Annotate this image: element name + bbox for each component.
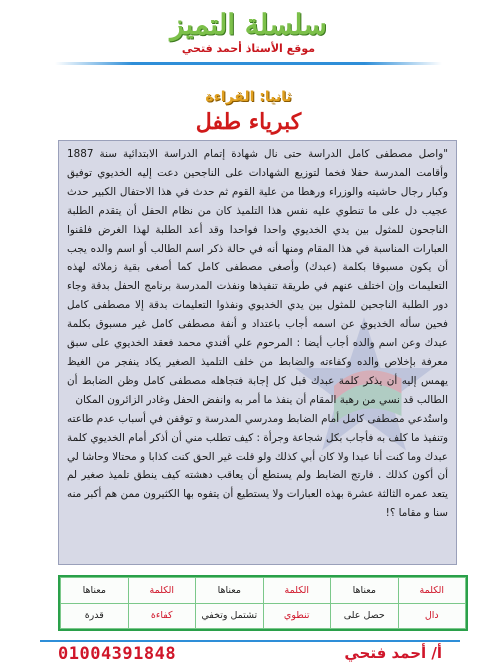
vocab-header-word-3: الكلمة [128, 578, 196, 604]
header-divider [55, 62, 442, 65]
vocab-meaning-2: تشتمل وتخفي [196, 603, 264, 629]
vocab-header-meaning-1: معناها [331, 578, 399, 604]
vocab-word-2: تنطوي [263, 603, 331, 629]
series-title: سلسلة التميز [170, 8, 327, 41]
vocab-word-1: دال [398, 603, 466, 629]
vocab-header-row [61, 578, 466, 604]
vocab-header-word-2: الكلمة [263, 578, 331, 604]
section-label: ثانيا: القراءة [205, 89, 292, 105]
vocab-meaning-3: قدرة [61, 603, 129, 629]
site-line: موقع الأستاذ أحمد فتحي [181, 42, 316, 55]
passage-paragraph-1: "واصل مصطفى كامل الدراسة حتى نال شهادة إتمام الدراسة الابتدائية سنة 1887 وأقامت المدرسة حفلا فخما لتوزيع الشهادات على الناجحين دعت إليه الخديوي توفيق وكبار رجال حاشيته والوزراء ورهطا من علية القوم ثم حدث في هذا الاحتفال الكبير حدث عجيب دل على ما تنطوي عليه نفس هذا التلميذ كان من نظام الحفل أن يتقدم الطلبة الناجحون للمثول بين يدي الخديوي واحدا فواحدا وقد أعد الطلبة لهذا الغرض فلقنوا العبارات المناسبة في هذا المقام ومنها أنه في حالة ذكر اسم الطالب أو اسم والده يجب أن يكون مسبوقا بكلمة (عبدك) وأصغى مصطفى كامل كما أصغى بقية زملائه لهذه التعليمات وإن اختلف عنهم في طريقة تنفيذها ونفذت المدرسة برنامج الحفل بدقة وجاء دور الطلبة الناجحين للمثول بين يدي الخديوي ونفذوا التعليمات بدقة إلا مصطفى كامل فحين سأله الخديوي عن اسمه أجاب باعتداد و أنفة مصطفى كامل غير مسبوق بكلمة عبدك وعن اسم والده أجاب أيضا : المرحوم علي أفندي محمد فعقد الخديوي على سبق معرفة بإخلاص والده وكفاءته والضابط من خلف التلميذ الصغير يكاد ينفجر من الغيظ يهمس إليه أن يذكر كلمة عبدك قبل كل إجابة فتجاهله مصطفى كامل وظن الضابط أن الطالب قد نسي من رهبة المقام أن ينفذ ما أمر به وانفض الحفل وغادر الزائرون المكان [67, 148, 448, 406]
vocab-values-row [61, 603, 466, 629]
vocab-meaning-1: حصل على [331, 603, 399, 629]
vocab-header-word-1: الكلمة [398, 578, 466, 604]
vocab-header-meaning-2: معناها [196, 578, 264, 604]
vocabulary-table [58, 575, 468, 631]
vocab-word-3: كفاءة [128, 603, 196, 629]
footer-author: أ/ أحمد فتحي [344, 644, 442, 662]
lesson-title: كبرياء طفل [195, 109, 302, 135]
passage-text [67, 145, 448, 523]
reading-passage-box [58, 140, 457, 565]
footer-phone: 01004391848 [58, 644, 177, 664]
vocab-header-meaning-3: معناها [61, 578, 129, 604]
passage-paragraph-2: واستُدعي مصطفى كامل أمام الضابط ومدرسي المدرسة و توقفن في أسباب عدم طاعته وتنفيذ ما كلف به فأجاب بكل شجاعة وجرأة : كيف تطلب مني أن أذكر أمام الخديوي كلمة عبدك وما كنت أنا عبدا ولا كان أبي كذلك ولو قلت غير الحق كنت كذابا و محتالا وحاشا لي أن أكون كذلك . فارتج الضابط ولم يستطع أن يعاقب دهشته كيف ينطق تلميذ صغير لم يتعد عمره الثالثة عشرة بهذه العبارات ولا يستطيع أن يتفوه بها الكثيرون ممن هم أكبر منه سنا و مقاما ؟! [67, 412, 448, 520]
footer [40, 640, 460, 666]
